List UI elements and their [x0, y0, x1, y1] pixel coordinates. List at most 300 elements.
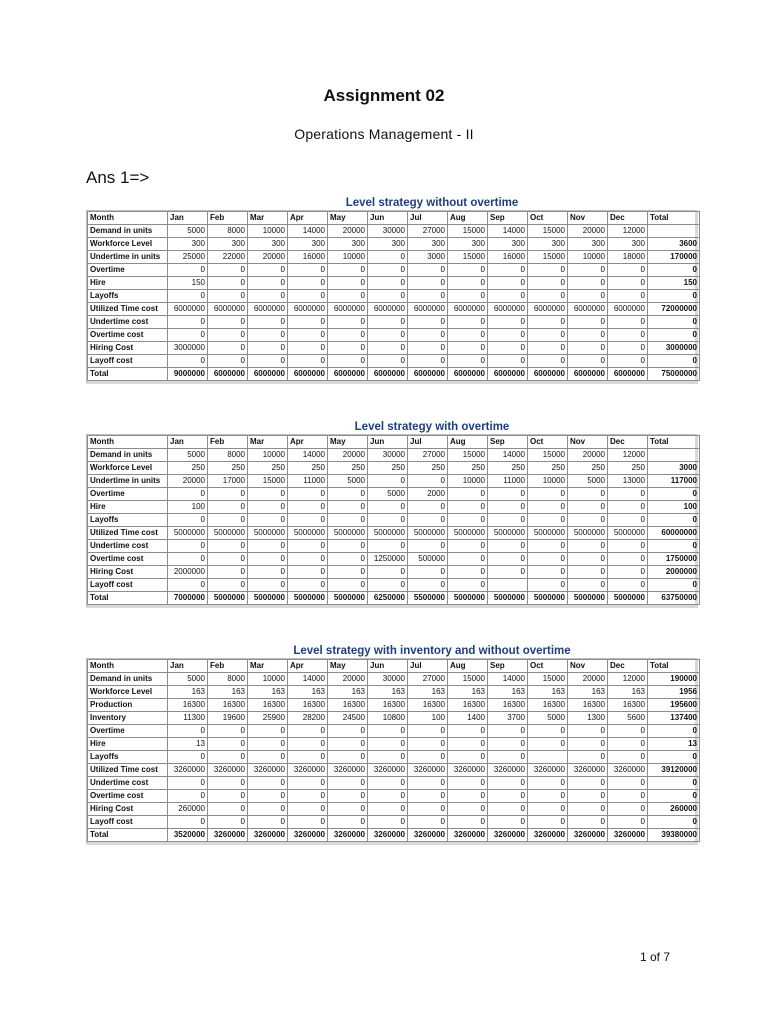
- table-row: [88, 566, 700, 579]
- table-cell: 3260000: [568, 829, 608, 842]
- table-cell: 3260000: [488, 829, 528, 842]
- table-cell: 0: [448, 566, 488, 579]
- table-row: [88, 686, 700, 699]
- table-cell: 0: [408, 501, 448, 514]
- table-cell: 5000000: [568, 592, 608, 605]
- column-header: Apr: [288, 660, 328, 673]
- table-cell: 0: [568, 540, 608, 553]
- table-cell: 6000000: [208, 303, 248, 316]
- table-cell: 0: [288, 803, 328, 816]
- table-cell: 500000: [408, 553, 448, 566]
- page-subtitle: Operations Management - II: [294, 126, 474, 142]
- column-header: Jun: [368, 660, 408, 673]
- table-cell: 0: [448, 553, 488, 566]
- table-cell: 16300: [528, 699, 568, 712]
- total-cell: 0: [648, 264, 700, 277]
- total-cell: 170000: [648, 251, 700, 264]
- table-cell: 5000000: [488, 592, 528, 605]
- table-cell: 0: [368, 540, 408, 553]
- table-cell: 20000: [328, 225, 368, 238]
- table-cell: 3260000: [408, 764, 448, 777]
- table-cell: 0: [568, 816, 608, 829]
- table-cell: 0: [448, 790, 488, 803]
- total-cell: 260000: [648, 803, 700, 816]
- table-cell: 0: [328, 514, 368, 527]
- total-cell: 137400: [648, 712, 700, 725]
- table-cell: 0: [168, 316, 208, 329]
- table-cell: 0: [528, 777, 568, 790]
- table-cell: 0: [368, 329, 408, 342]
- table-title: Level strategy with overtime: [354, 421, 510, 433]
- table-row: [88, 592, 700, 605]
- table-cell: 300: [408, 238, 448, 251]
- column-header: May: [328, 436, 368, 449]
- total-cell: 0: [648, 329, 700, 342]
- row-label: Hire: [88, 277, 168, 290]
- table-cell: 0: [528, 579, 568, 592]
- table-row: [88, 251, 700, 264]
- table-cell: 6000000: [488, 303, 528, 316]
- row-label: Utilized Time cost: [88, 303, 168, 316]
- table-cell: 0: [448, 342, 488, 355]
- table-cell: 6000000: [528, 368, 568, 381]
- table-cell: 250: [568, 462, 608, 475]
- table-cell: 6000000: [608, 368, 648, 381]
- row-label: Demand in units: [88, 449, 168, 462]
- table-cell: 0: [208, 579, 248, 592]
- table-cell: 163: [368, 686, 408, 699]
- table-cell: 163: [288, 686, 328, 699]
- table-row: [88, 514, 700, 527]
- table-cell: 0: [328, 751, 368, 764]
- table-cell: 0: [488, 803, 528, 816]
- table-cell: 0: [528, 790, 568, 803]
- table-cell: 6000000: [288, 303, 328, 316]
- total-cell: 39380000: [648, 829, 700, 842]
- table-row: [88, 751, 700, 764]
- total-cell: 39120000: [648, 764, 700, 777]
- table-cell: 0: [248, 277, 288, 290]
- table-cell: 0: [528, 566, 568, 579]
- column-header: Jun: [368, 436, 408, 449]
- table-cell: 14000: [488, 673, 528, 686]
- total-cell: 195600: [648, 699, 700, 712]
- table-cell: 0: [368, 790, 408, 803]
- table-cell: 0: [448, 751, 488, 764]
- table-cell: 10800: [368, 712, 408, 725]
- row-label: Undertime cost: [88, 316, 168, 329]
- strategy-table: [87, 435, 700, 605]
- table-cell: 0: [208, 488, 248, 501]
- row-label: Undertime in units: [88, 251, 168, 264]
- table-cell: 20000: [248, 251, 288, 264]
- table-cell: 0: [488, 355, 528, 368]
- table-cell: 0: [608, 751, 648, 764]
- total-cell: 117000: [648, 475, 700, 488]
- table-cell: 6000000: [568, 368, 608, 381]
- table-cell: 0: [328, 816, 368, 829]
- table-cell: 0: [488, 553, 528, 566]
- table-cell: 16300: [568, 699, 608, 712]
- table-cell: 0: [568, 751, 608, 764]
- column-header: Apr: [288, 436, 328, 449]
- table-cell: 0: [368, 816, 408, 829]
- table-cell: 8000: [208, 449, 248, 462]
- table-cell: 0: [328, 566, 368, 579]
- table-cell: 0: [288, 751, 328, 764]
- table-cell: 2000: [408, 488, 448, 501]
- table-cell: 30000: [368, 673, 408, 686]
- table-cell: 0: [328, 790, 368, 803]
- table-row: [88, 790, 700, 803]
- table-cell: 0: [248, 514, 288, 527]
- table-cell: 15000: [528, 225, 568, 238]
- table-cell: 0: [328, 264, 368, 277]
- table-cell: 0: [608, 514, 648, 527]
- table-cell: 0: [568, 566, 608, 579]
- table-cell: 0: [368, 777, 408, 790]
- total-cell: 60000000: [648, 527, 700, 540]
- table-frame: [86, 434, 698, 608]
- table-cell: 0: [328, 290, 368, 303]
- table-cell: 6250000: [368, 592, 408, 605]
- table-cell: 300: [568, 238, 608, 251]
- table-cell: 0: [488, 738, 528, 751]
- total-cell: 3000000: [648, 342, 700, 355]
- table-cell: 0: [448, 488, 488, 501]
- table-cell: 0: [208, 553, 248, 566]
- table-cell: 15000: [528, 251, 568, 264]
- table-cell: 16300: [448, 699, 488, 712]
- table-cell: 0: [608, 264, 648, 277]
- row-label: Layoff cost: [88, 579, 168, 592]
- row-label: Workforce Level: [88, 238, 168, 251]
- table-cell: 100: [408, 712, 448, 725]
- table-cell: 250: [328, 462, 368, 475]
- table-cell: 300: [208, 238, 248, 251]
- table-cell: 5000000: [208, 527, 248, 540]
- table-cell: 0: [328, 579, 368, 592]
- page-title: Assignment 02: [323, 86, 445, 105]
- table-cell: 3260000: [328, 829, 368, 842]
- table-cell: 0: [368, 751, 408, 764]
- table-cell: 0: [248, 803, 288, 816]
- table-cell: 0: [528, 342, 568, 355]
- table-row: [88, 290, 700, 303]
- table-cell: 0: [448, 277, 488, 290]
- table-cell: 0: [488, 540, 528, 553]
- table-cell: 0: [168, 264, 208, 277]
- table-cell: 0: [248, 501, 288, 514]
- table-cell: 0: [568, 329, 608, 342]
- table-cell: 0: [408, 790, 448, 803]
- total-cell: 0: [648, 488, 700, 501]
- column-header: Oct: [528, 660, 568, 673]
- table-cell: 0: [608, 566, 648, 579]
- row-label: Overtime cost: [88, 329, 168, 342]
- table-cell: 0: [208, 751, 248, 764]
- table-cell: 5000000: [448, 592, 488, 605]
- table-cell: 0: [168, 488, 208, 501]
- table-cell: 0: [448, 803, 488, 816]
- table-cell: 3260000: [488, 764, 528, 777]
- strategy-table: [87, 211, 700, 381]
- table-row: [88, 816, 700, 829]
- table-cell: 0: [248, 751, 288, 764]
- table-cell: 0: [288, 342, 328, 355]
- table-cell: 0: [248, 816, 288, 829]
- table-cell: 0: [208, 816, 248, 829]
- table-cell: 300: [288, 238, 328, 251]
- table-cell: 0: [328, 342, 368, 355]
- table-cell: 0: [408, 316, 448, 329]
- table-cell: 0: [608, 553, 648, 566]
- table-cell: 10000: [248, 673, 288, 686]
- table-cell: 0: [168, 329, 208, 342]
- table-cell: 250: [248, 462, 288, 475]
- table-cell: 0: [408, 264, 448, 277]
- row-label: Overtime: [88, 488, 168, 501]
- column-header: Total: [648, 212, 700, 225]
- table-cell: 16300: [488, 699, 528, 712]
- table-row: [88, 699, 700, 712]
- table-cell: 0: [608, 738, 648, 751]
- table-row: [88, 264, 700, 277]
- column-header: Sep: [488, 660, 528, 673]
- table-cell: 3260000: [408, 829, 448, 842]
- row-label: Layoffs: [88, 290, 168, 303]
- table-cell: 0: [328, 803, 368, 816]
- table-cell: 5600: [608, 712, 648, 725]
- table-cell: 250: [448, 462, 488, 475]
- table-row: [88, 803, 700, 816]
- table-cell: 0: [208, 540, 248, 553]
- table-cell: 0: [288, 316, 328, 329]
- total-cell: 63750000: [648, 592, 700, 605]
- table-cell: 0: [248, 725, 288, 738]
- table-cell: 5000000: [528, 592, 568, 605]
- table-cell: 0: [408, 290, 448, 303]
- table-row: [88, 355, 700, 368]
- table-row: [88, 540, 700, 553]
- table-cell: 0: [488, 816, 528, 829]
- table-cell: 6000000: [568, 303, 608, 316]
- table-cell: 0: [248, 329, 288, 342]
- table-row: [88, 712, 700, 725]
- column-header: Feb: [208, 660, 248, 673]
- table-cell: 3260000: [448, 764, 488, 777]
- table-frame: [86, 210, 698, 384]
- table-cell: 15000: [448, 673, 488, 686]
- table-cell: 0: [528, 264, 568, 277]
- row-label: Hiring Cost: [88, 566, 168, 579]
- table-cell: 0: [288, 566, 328, 579]
- table-cell: 14000: [488, 449, 528, 462]
- table-cell: 0: [288, 355, 328, 368]
- table-cell: 0: [288, 777, 328, 790]
- table-cell: 3260000: [208, 764, 248, 777]
- strategy-table: [87, 659, 700, 842]
- table-cell: 0: [608, 579, 648, 592]
- table-cell: 1300: [568, 712, 608, 725]
- table-cell: 0: [288, 790, 328, 803]
- table-cell: 0: [608, 355, 648, 368]
- row-label: Utilized Time cost: [88, 527, 168, 540]
- table-cell: 0: [208, 777, 248, 790]
- total-cell: 3600: [648, 238, 700, 251]
- column-header: Sep: [488, 436, 528, 449]
- table-cell: 15000: [448, 449, 488, 462]
- table-cell: 250: [488, 462, 528, 475]
- header-row: [88, 436, 700, 449]
- table-cell: 5000000: [208, 592, 248, 605]
- table-cell: 0: [288, 725, 328, 738]
- table-cell: 0: [288, 264, 328, 277]
- column-header: Jun: [368, 212, 408, 225]
- table-row: [88, 777, 700, 790]
- table-cell: 0: [368, 514, 408, 527]
- table-cell: 0: [168, 514, 208, 527]
- table-cell: 0: [208, 501, 248, 514]
- table-cell: 0: [528, 277, 568, 290]
- table-cell: 30000: [368, 449, 408, 462]
- table-cell: 5000000: [328, 527, 368, 540]
- table-cell: 0: [408, 816, 448, 829]
- table-cell: 0: [288, 553, 328, 566]
- table-cell: 0: [488, 488, 528, 501]
- table-cell: 0: [248, 264, 288, 277]
- table-cell: 0: [288, 514, 328, 527]
- table-cell: 0: [608, 342, 648, 355]
- table-row: [88, 342, 700, 355]
- table-cell: 0: [448, 540, 488, 553]
- table-cell: 6000000: [248, 303, 288, 316]
- total-cell: 150: [648, 277, 700, 290]
- table-cell: 0: [528, 290, 568, 303]
- table-cell: 163: [608, 686, 648, 699]
- answer-heading: Ans 1=>: [86, 168, 150, 187]
- table-cell: 0: [168, 553, 208, 566]
- table-cell: 0: [368, 803, 408, 816]
- table-cell: 1250000: [368, 553, 408, 566]
- table-row: [88, 829, 700, 842]
- table-cell: 6000000: [168, 303, 208, 316]
- table-cell: [528, 751, 568, 764]
- table-cell: 0: [208, 277, 248, 290]
- table-cell: 27000: [408, 225, 448, 238]
- column-header: Feb: [208, 212, 248, 225]
- table-row: [88, 725, 700, 738]
- table-cell: 0: [368, 579, 408, 592]
- row-label: Total: [88, 592, 168, 605]
- total-cell: 100: [648, 501, 700, 514]
- table-cell: 5000000: [408, 527, 448, 540]
- table-cell: 0: [488, 316, 528, 329]
- table-cell: 0: [288, 501, 328, 514]
- table-cell: 0: [528, 725, 568, 738]
- table-cell: 0: [528, 355, 568, 368]
- table-cell: 0: [568, 316, 608, 329]
- header-row: [88, 212, 700, 225]
- table-cell: 6000000: [448, 368, 488, 381]
- table-cell: 3260000: [288, 764, 328, 777]
- table-cell: 300: [488, 238, 528, 251]
- table-cell: 0: [248, 553, 288, 566]
- table-row: [88, 368, 700, 381]
- table-cell: 6000000: [368, 368, 408, 381]
- column-header: Jan: [168, 212, 208, 225]
- table-cell: 0: [368, 290, 408, 303]
- table-cell: 5000000: [328, 592, 368, 605]
- table-cell: 0: [368, 277, 408, 290]
- table-cell: 0: [448, 329, 488, 342]
- table-cell: 8000: [208, 673, 248, 686]
- table-cell: 0: [408, 803, 448, 816]
- table-cell: 250: [368, 462, 408, 475]
- table-cell: 3000: [408, 251, 448, 264]
- row-label: Hire: [88, 738, 168, 751]
- row-label: Layoff cost: [88, 355, 168, 368]
- sheet-with-overtime: [86, 420, 698, 608]
- table-cell: 6000000: [408, 368, 448, 381]
- table-cell: 0: [568, 514, 608, 527]
- table-cell: 300: [248, 238, 288, 251]
- table-cell: 6000000: [248, 368, 288, 381]
- table-cell: 0: [488, 277, 528, 290]
- total-cell: 0: [648, 514, 700, 527]
- table-cell: 16300: [168, 699, 208, 712]
- table-cell: 0: [328, 329, 368, 342]
- table-cell: 0: [248, 488, 288, 501]
- table-cell: 0: [368, 316, 408, 329]
- table-cell: 300: [448, 238, 488, 251]
- table-cell: 0: [168, 540, 208, 553]
- table-cell: 18000: [608, 251, 648, 264]
- column-header: Jul: [408, 660, 448, 673]
- table-cell: 3260000: [248, 764, 288, 777]
- table-cell: 0: [328, 738, 368, 751]
- column-header: Month: [88, 436, 168, 449]
- table-cell: 0: [288, 738, 328, 751]
- table-cell: 3260000: [208, 829, 248, 842]
- table-cell: 163: [248, 686, 288, 699]
- table-cell: 0: [248, 540, 288, 553]
- table-cell: 20000: [328, 449, 368, 462]
- table-cell: 0: [528, 514, 568, 527]
- table-cell: 0: [328, 277, 368, 290]
- column-header: Nov: [568, 660, 608, 673]
- table-cell: 300: [328, 238, 368, 251]
- column-header: Aug: [448, 660, 488, 673]
- table-cell: 0: [168, 725, 208, 738]
- table-row: [88, 277, 700, 290]
- total-cell: 0: [648, 355, 700, 368]
- table-cell: 0: [528, 803, 568, 816]
- row-label: Inventory: [88, 712, 168, 725]
- table-cell: 6000000: [288, 368, 328, 381]
- table-cell: 3000000: [168, 342, 208, 355]
- table-cell: 22000: [208, 251, 248, 264]
- table-cell: 0: [248, 290, 288, 303]
- table-row: [88, 553, 700, 566]
- table-cell: 0: [248, 790, 288, 803]
- table-cell: 6000000: [528, 303, 568, 316]
- table-row: [88, 225, 700, 238]
- total-cell: 0: [648, 751, 700, 764]
- table-cell: 0: [528, 738, 568, 751]
- row-label: Undertime cost: [88, 777, 168, 790]
- table-cell: 10000: [568, 251, 608, 264]
